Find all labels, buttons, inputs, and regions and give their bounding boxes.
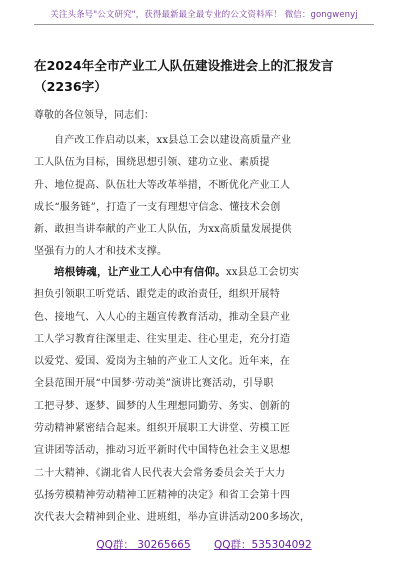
paragraph-line: 全县范围开展“中国梦·劳动美”演讲比赛活动，引导职 [34, 378, 274, 390]
paragraph-text: xx县总工会切实 [226, 267, 300, 278]
word-count: （2236字） [34, 79, 107, 94]
paragraph-line: 劳动精神紧密结合起来。组织开展职工大讲堂、劳模工匠 [34, 423, 291, 435]
paragraph-line: 升、地位提高、队伍壮大等改革举措，不断优化产业工人 [34, 179, 291, 191]
paragraph-line: 担负引领职工听党话、跟党走的政治责任，组织开展特 [34, 289, 280, 301]
qq-group-link-2[interactable]: QQ群：535304092 [214, 539, 312, 551]
paragraph-intro [34, 130, 374, 264]
document-title: 在2024年全市产业工人队伍建设推进会上的汇报发言 [34, 58, 334, 73]
paragraph-line: 工把寻梦、逐梦、圆梦的人生理想同勤劳、务实、创新的 [34, 400, 291, 412]
paragraph-line: 新、敢担当讲奉献的产业工人队伍，为xx高质量发展提供 [34, 224, 292, 236]
top-banner: 关注头条号"公文研究"，获得最新最全最专业的公文资料库！ 微信：gongwenyj [50, 10, 358, 20]
paragraph-line: 工人学习教育往深里走、往实里走、往心里走，充分打造 [34, 333, 291, 345]
paragraph-line: 宣讲团等活动，推动习近平新时代中国特色社会主义思想 [34, 445, 291, 457]
footer-contacts [0, 537, 408, 552]
paragraph-line: 次代表大会精神到企业、进班组，举办宣讲活动200多场次， [34, 512, 311, 524]
paragraph-line: 弘扬劳模精神劳动精神工匠精神的决定》和省工会第十四 [34, 489, 291, 501]
paragraph-line: 二十大精神、《湖北省人民代表大会常务委员会关于大力 [34, 467, 286, 479]
section-heading: 培根铸魂，让产业工人心中有信仰。 [54, 266, 226, 278]
paragraph-line: 以爱党、爱国、爱岗为主轴的产业工人文化。近年来，在 [34, 356, 291, 368]
salutation: 尊敬的各位领导，同志们： [34, 110, 154, 121]
paragraph-section-1 [34, 261, 374, 530]
paragraph-line: 工人队伍为目标，围绕思想引领、建功立业、素质提 [34, 157, 270, 169]
paragraph-line: 色、接地气、入人心的主题宣传教育活动，推动全县产业 [34, 311, 291, 323]
paragraph-line: 成长“服务链”，打造了一支有理想守信念、懂技术会创 [34, 201, 281, 213]
paragraph-line: 坚强有力的人才和技术支撑。 [34, 246, 168, 258]
paragraph-line: 自产改工作启动以来，xx县总工会以建设高质量产业 [54, 135, 292, 146]
header-divider [34, 24, 374, 25]
paragraph-line [34, 261, 374, 284]
qq-group-link-1[interactable]: QQ群： 30265665 [96, 539, 191, 551]
